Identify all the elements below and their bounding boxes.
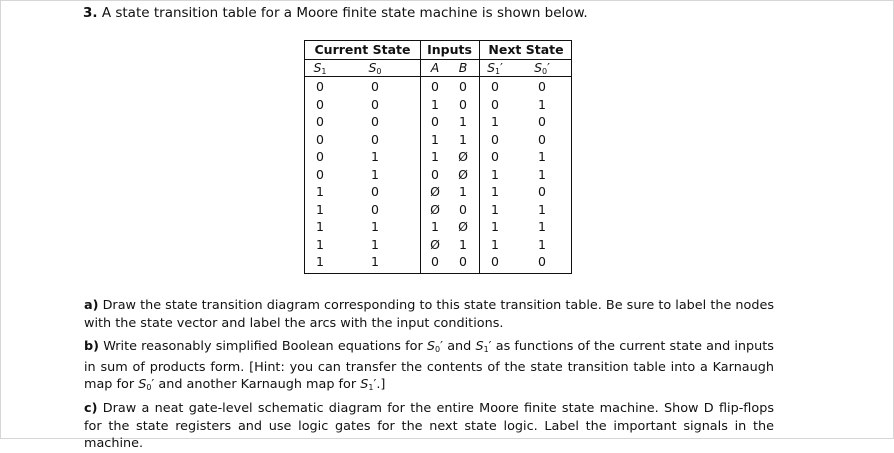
column-s1 (305, 59, 335, 76)
cell-s1: 1 (316, 219, 324, 234)
cell-s0: 0 (371, 184, 379, 199)
question-title (83, 4, 588, 22)
header-current-state: Current State (314, 42, 411, 57)
table-row (305, 78, 571, 96)
column-s1-base: S (313, 60, 322, 75)
var-s1-prime-mark-2: ′ (373, 377, 377, 392)
column-a: A (430, 60, 440, 75)
column-next-s1 (480, 59, 510, 76)
table-row (305, 96, 571, 114)
cell-next-s0: 0 (538, 254, 546, 269)
cell-next-s0: 1 (538, 219, 546, 234)
cell-s0: 0 (371, 131, 379, 147)
table-row (305, 113, 571, 131)
state-transition-table (304, 40, 572, 274)
cell-b: 1 (459, 236, 467, 252)
cell-a: 0 (431, 79, 439, 94)
cell-s1: 0 (316, 149, 324, 164)
cell-next-s1: 1 (491, 201, 499, 217)
cell-next-s0: 0 (538, 79, 546, 94)
part-b-text-2: and (447, 339, 472, 354)
cell-next-s1: 0 (491, 79, 499, 94)
cell-s1: 1 (316, 201, 324, 217)
part-c-label: c) (84, 401, 98, 416)
part-c (84, 400, 774, 453)
cell-a: 1 (431, 131, 439, 147)
cell-next-s0: 1 (538, 166, 546, 182)
part-b-text-4: and another Karnaugh map for (158, 377, 357, 392)
cell-a: Ø (430, 201, 440, 217)
cell-next-s1: 0 (491, 254, 499, 269)
column-s1-subscript: 1 (321, 67, 327, 76)
cell-next-s0: 1 (538, 201, 546, 217)
cell-a: 0 (431, 254, 439, 269)
part-b-var-s1-prime (475, 339, 491, 354)
header-inputs: Inputs (427, 42, 472, 57)
cell-s0: 1 (371, 166, 379, 182)
cell-s1: 1 (316, 184, 324, 199)
column-next-s0-base: S (534, 60, 542, 75)
cell-a: 1 (431, 219, 439, 234)
cell-next-s0: 1 (538, 149, 546, 164)
cell-s1: 0 (316, 166, 324, 182)
column-s0-base: S (368, 60, 377, 75)
part-b-text-1: Write reasonably simplified Boolean equations for (103, 339, 423, 354)
var-s0-subscript: 0 (435, 345, 441, 354)
var-s0-prime-mark-2: ′ (151, 377, 155, 392)
var-s1-base-2: S (360, 377, 369, 392)
table-row (305, 148, 571, 166)
part-b (84, 338, 774, 397)
part-b-var-s0-prime-2 (138, 377, 154, 392)
cell-b: 0 (459, 79, 467, 94)
part-a (84, 297, 774, 332)
cell-s1: 0 (316, 114, 324, 129)
cell-s0: 0 (371, 96, 379, 112)
cell-s1: 0 (316, 131, 324, 147)
var-s0-subscript-2: 0 (146, 383, 152, 392)
table-rule-column-header (305, 76, 571, 77)
cell-next-s0: 1 (538, 96, 546, 112)
part-b-text-5: .] (376, 377, 386, 392)
cell-b: 0 (459, 254, 467, 269)
table-row (305, 183, 571, 201)
cell-a: Ø (430, 184, 440, 199)
cell-s0: 1 (371, 219, 379, 234)
cell-b: Ø (458, 166, 468, 182)
var-s1-subscript-2: 1 (368, 383, 374, 392)
part-b-text-3: as functions of the current state and inputs in sum of products form. [Hint: you can transfer the contents of the state transition table into a Karnaugh map for (84, 339, 774, 392)
cell-next-s0: 1 (538, 236, 546, 252)
cell-s1: 0 (316, 96, 324, 112)
cell-next-s1: 1 (491, 219, 499, 234)
column-next-s1-base: S (487, 60, 495, 75)
cell-next-s0: 0 (538, 114, 546, 129)
column-next-s0 (527, 59, 557, 76)
cell-next-s1: 1 (491, 166, 499, 182)
cell-next-s1: 1 (491, 236, 499, 252)
column-b: B (458, 60, 468, 75)
part-b-label: b) (84, 339, 100, 354)
cell-s0: 0 (371, 79, 379, 94)
question-intro: A state transition table for a Moore finite state machine is shown below. (101, 5, 588, 21)
cell-s1: 1 (316, 254, 324, 269)
cell-b: 1 (459, 131, 467, 147)
var-s1-prime-mark: ′ (488, 339, 492, 354)
table-row (305, 218, 571, 236)
cell-a: Ø (430, 236, 440, 252)
cell-a: 0 (431, 166, 439, 182)
cell-s1: 1 (316, 236, 324, 252)
cell-next-s1: 1 (491, 184, 499, 199)
column-next-s0-subscript: 0 (542, 67, 548, 76)
cell-next-s1: 0 (491, 149, 499, 164)
var-s0-prime-mark: ′ (440, 339, 444, 354)
var-s0-base: S (426, 339, 436, 354)
cell-s0: 0 (371, 114, 379, 129)
part-b-var-s0-prime (427, 339, 443, 354)
column-next-s1-prime: ′ (500, 60, 503, 75)
cell-s0: 1 (371, 236, 379, 252)
cell-a: 0 (431, 114, 439, 129)
cell-b: 0 (459, 201, 467, 217)
column-next-s1-subscript: 1 (495, 67, 501, 76)
column-next-s0-prime: ′ (547, 60, 550, 75)
header-next-state: Next State (488, 42, 564, 57)
table-row (305, 201, 571, 219)
cell-a: 1 (431, 96, 439, 112)
var-s0-base-2: S (138, 377, 147, 392)
table-row (305, 166, 571, 184)
part-a-label: a) (84, 298, 99, 313)
question-number: 3. (83, 5, 98, 21)
column-s0-subscript: 0 (376, 67, 382, 76)
cell-next-s1: 0 (491, 131, 499, 147)
cell-b: 1 (459, 184, 467, 199)
table-body (305, 78, 571, 271)
table-row (305, 131, 571, 149)
var-s1-subscript: 1 (483, 345, 489, 354)
cell-s0: 1 (371, 254, 379, 269)
cell-next-s0: 0 (538, 131, 546, 147)
part-c-text: Draw a neat gate-level schematic diagram for the entire Moore finite state machine. Show D flip-flops for the state registers and use logic gates for the next state logic. Label the important signals in the machine. (84, 401, 774, 451)
table-row (305, 253, 571, 271)
cell-next-s1: 1 (491, 114, 499, 129)
part-a-text: Draw the state transition diagram corresponding to this state transition table. Be sure to label the nodes with the state vector and label the arcs with the input conditions. (84, 298, 774, 331)
cell-next-s0: 0 (538, 184, 546, 199)
table-row (305, 236, 571, 254)
cell-s1: 0 (316, 79, 324, 94)
cell-a: 1 (431, 149, 439, 164)
cell-next-s1: 0 (491, 96, 499, 112)
cell-b: 1 (459, 114, 467, 129)
cell-b: 0 (459, 96, 467, 112)
part-b-var-s1-prime-2 (360, 377, 376, 392)
var-s1-base: S (475, 339, 484, 354)
column-s0 (360, 59, 390, 76)
cell-s0: 1 (371, 149, 379, 164)
cell-b: Ø (458, 219, 468, 234)
cell-b: Ø (458, 149, 468, 164)
cell-s0: 0 (371, 201, 379, 217)
